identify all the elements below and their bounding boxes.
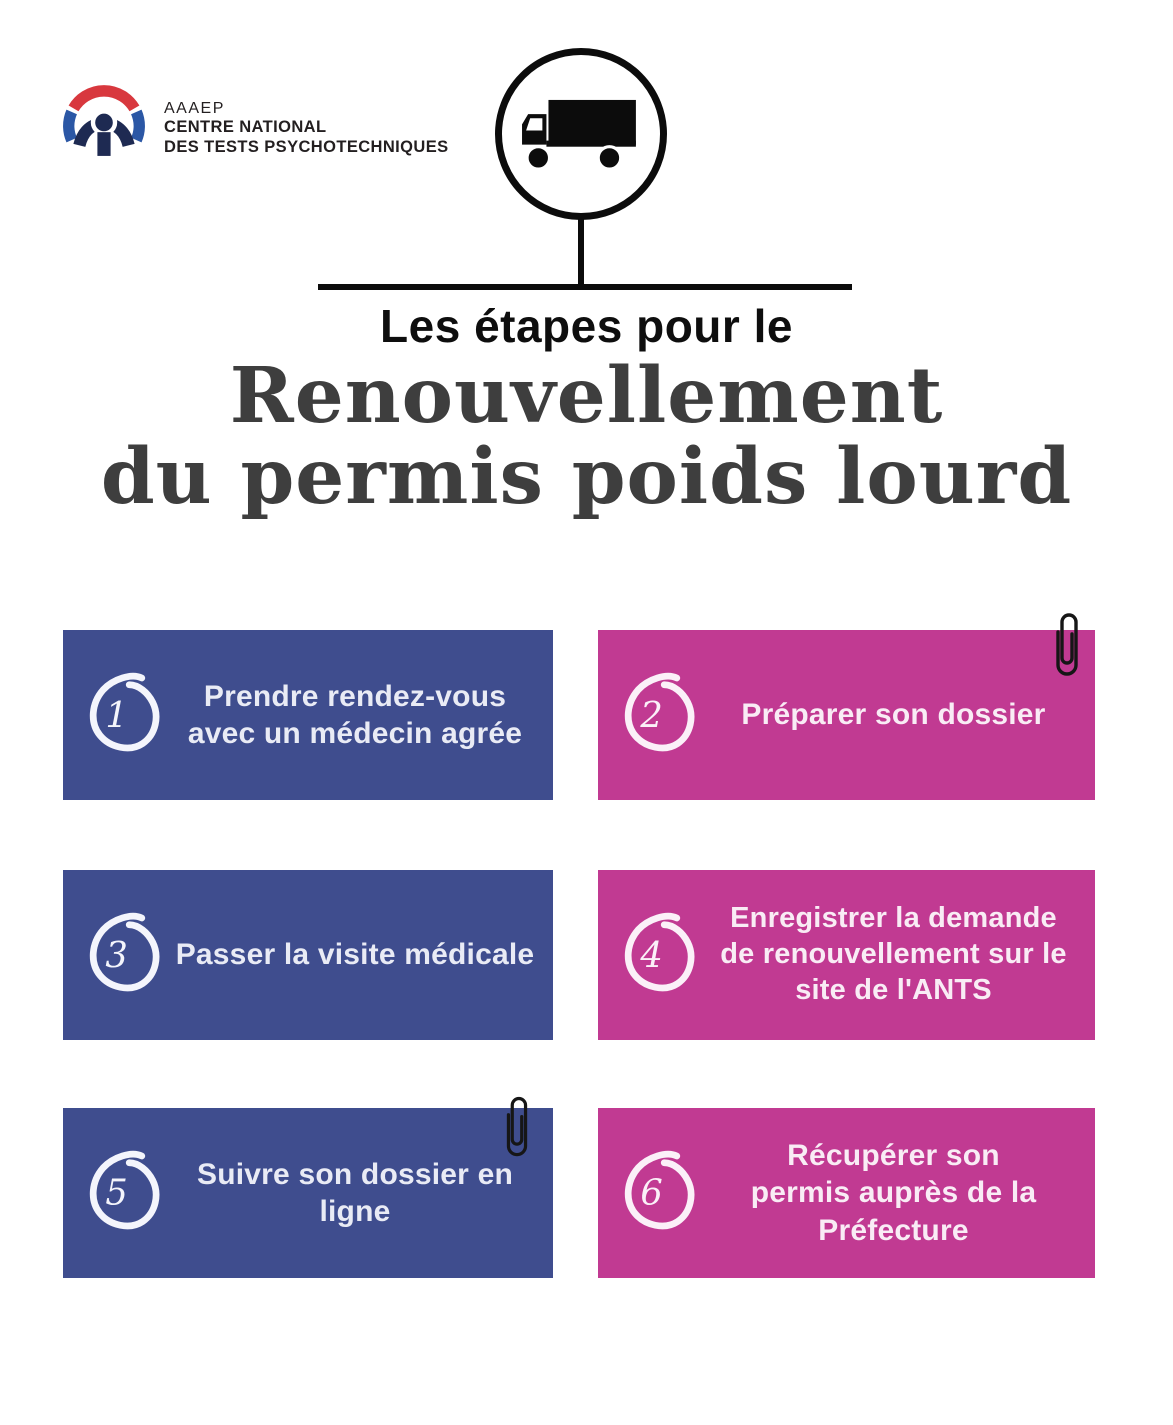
- step-2-number: 2: [640, 694, 663, 736]
- step-3-label: Passer la visite médicale: [175, 938, 535, 972]
- step-4-number: 4: [640, 934, 663, 976]
- page-title-line-1: Renouvellement: [229, 351, 944, 441]
- step-1-number: 1: [105, 694, 128, 736]
- logo-text: [164, 95, 449, 157]
- step-5-number-badge: [83, 1148, 167, 1238]
- step-6-number-badge: [618, 1148, 702, 1238]
- step-2-label: Préparer son dossier: [741, 698, 1046, 732]
- step-card-4: [598, 870, 1095, 1040]
- step-card-3: [63, 870, 553, 1040]
- step-1-number-badge: [83, 670, 167, 760]
- paperclip-icon: [498, 1088, 536, 1168]
- step-5-label: Suivre son dossier en ligne: [197, 1157, 513, 1228]
- step-card-5: [63, 1108, 553, 1278]
- page-title: [0, 351, 1173, 522]
- page-title-line-2: du permis poids lourd: [100, 432, 1073, 522]
- logo-line-2: DES TESTS PSYCHOTECHNIQUES: [164, 137, 449, 156]
- aaaep-logo: [60, 82, 449, 170]
- step-4-label: Enregistrer la demande de renouvellement sur le site de l'ANTS: [720, 902, 1067, 1006]
- step-6-label: Récupérer son permis auprès de la Préfecture: [750, 1139, 1037, 1247]
- sign-stem-line: [578, 218, 584, 288]
- step-3-number-badge: [83, 910, 167, 1000]
- sign-horizontal-line: [318, 284, 852, 290]
- logo-brand: AAAEP: [164, 100, 225, 117]
- step-2-number-badge: [618, 670, 702, 760]
- step-5-number: 5: [105, 1172, 128, 1214]
- step-3-number: 3: [105, 934, 128, 976]
- paperclip-icon: [1047, 605, 1087, 687]
- truck-icon: [520, 94, 642, 174]
- title-kicker: Les étapes pour le: [380, 300, 793, 352]
- step-1-label: Prendre rendez-vous avec un médecin agrée: [187, 679, 523, 750]
- step-4-number-badge: [618, 910, 702, 1000]
- truck-sign-circle: [495, 48, 667, 220]
- logo-line-1: CENTRE NATIONAL: [164, 118, 327, 136]
- step-card-6: [598, 1108, 1095, 1278]
- driver-figure-logo-icon: [60, 82, 148, 170]
- step-6-number: 6: [640, 1172, 663, 1214]
- step-card-2: [598, 630, 1095, 800]
- step-card-1: [63, 630, 553, 800]
